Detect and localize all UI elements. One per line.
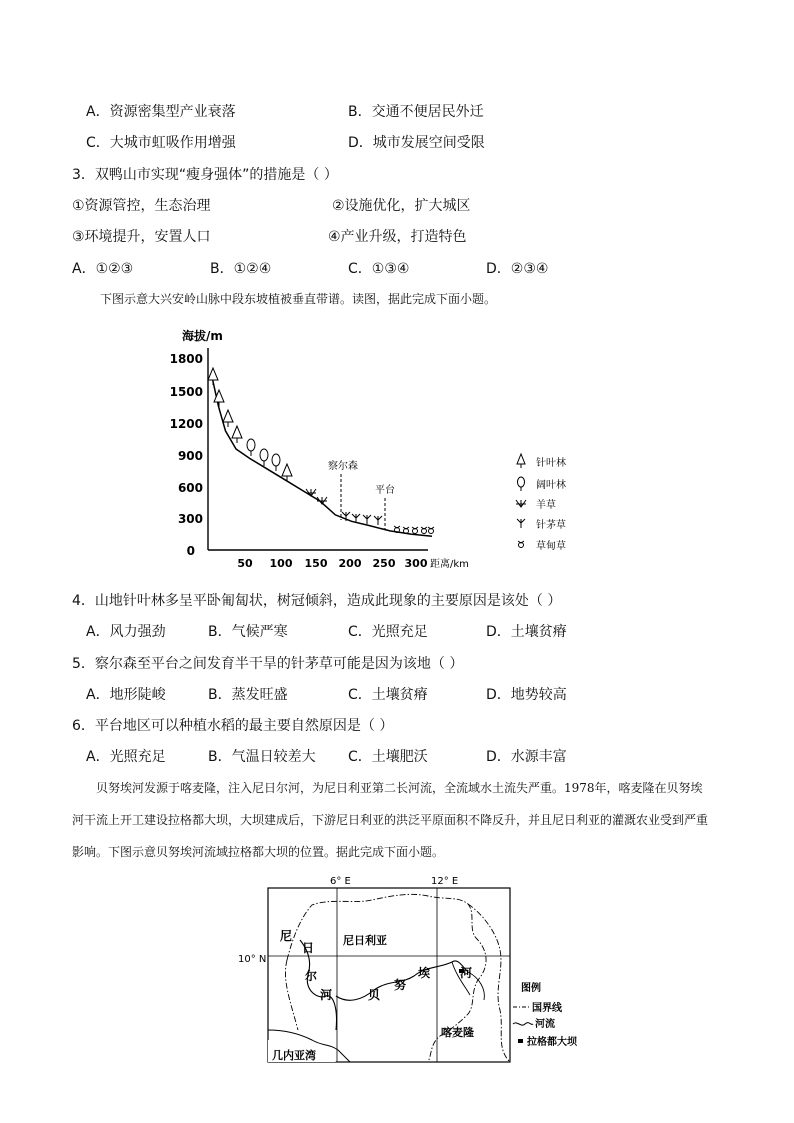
longitude-label-12e: 12° E <box>431 876 459 887</box>
x-tick: 50 <box>237 557 253 570</box>
y-tick: 1200 <box>169 417 203 431</box>
y-tick: 1500 <box>169 385 203 399</box>
y-tick: 300 <box>177 512 203 526</box>
y-tick: 900 <box>177 449 203 463</box>
q6-option-b: B．气温日较差大 <box>208 749 316 765</box>
meadow-grass-icon <box>421 527 427 534</box>
chart-legend <box>516 454 566 552</box>
conifer-icon <box>232 426 242 443</box>
broadleaf-icon <box>518 477 525 491</box>
q3-option-b: B．①②④ <box>210 261 272 277</box>
q6-stem: 6．平台地区可以种植水稻的最主要自然原因是（ ） <box>72 718 394 734</box>
vegetation-zone-chart <box>160 320 600 580</box>
broadleaf-icon <box>247 439 255 456</box>
river-line-icon <box>513 1023 533 1026</box>
map-legend-river: 河流 <box>535 1019 555 1030</box>
q3-option-a: A．①②③ <box>72 261 134 277</box>
chaersen-label: 察尔森 <box>328 461 358 472</box>
q3-item-2: ②设施优化，扩大城区 <box>332 198 471 214</box>
meadow-grass-icon <box>412 527 418 534</box>
broadleaf-icon <box>260 449 268 466</box>
q5-option-b: B．蒸发旺盛 <box>208 687 288 703</box>
latitude-label-10n: 10° N <box>238 954 267 965</box>
longitude-label-6e: 6° E <box>330 876 351 887</box>
needle-grass-icon <box>363 515 371 524</box>
legend-needle-grass: 针茅草 <box>536 520 566 531</box>
y-tick: 600 <box>177 481 203 495</box>
map-legend-border: 国界线 <box>532 1003 562 1014</box>
pingtai-label: 平台 <box>375 485 395 496</box>
q5-option-c: C．土壤贫瘠 <box>348 687 428 703</box>
sheep-grass-icon <box>516 500 526 507</box>
legend-conifer: 针叶林 <box>536 458 566 469</box>
q3-option-d: D．②③④ <box>486 261 549 277</box>
q3-option-c: C．①③④ <box>348 261 410 277</box>
q4-option-d: D．土壤贫瘠 <box>486 624 567 640</box>
map-legend <box>513 981 578 1048</box>
map-label-er: 尔 <box>305 969 318 983</box>
q2-option-d: D．城市发展空间受限 <box>348 135 485 151</box>
nigeria-label: 尼日利亚 <box>343 934 387 947</box>
broadleaf-icon <box>272 454 280 471</box>
y-axis-label: 海拔/m <box>182 329 223 343</box>
q2-option-b: B．交通不便居民外迁 <box>348 104 484 120</box>
q5-option-d: D．地势较高 <box>486 687 567 703</box>
q3-item-3: ③环境提升，安置人口 <box>72 229 211 245</box>
x-tick: 200 <box>338 557 362 570</box>
legend-meadow-grass: 草甸草 <box>536 541 566 552</box>
legend-broadleaf: 阔叶林 <box>536 480 566 491</box>
q2-option-a: A．资源密集型产业衰落 <box>86 104 236 120</box>
needle-grass-icon <box>374 516 382 525</box>
cameroon-label: 喀麦隆 <box>441 1026 474 1039</box>
meadow-grass-icon <box>518 541 524 548</box>
conifer-icon <box>223 410 233 427</box>
map-legend-title: 图例 <box>521 983 541 994</box>
sheep-grass-icon <box>317 497 327 504</box>
q4-option-b: B．气候严寒 <box>208 624 288 640</box>
q3-item-4: ④产业升级，打造特色 <box>328 229 467 245</box>
conifer-icon <box>517 454 525 468</box>
q4-stem: 4．山地针叶林多呈平卧匍匐状，树冠倾斜，造成此现象的主要原因是该处（ ） <box>72 593 562 609</box>
map-label-ni: 尼 <box>280 929 293 943</box>
intro-benue-river: 贝努埃河发源于喀麦隆，注入尼日尔河，为尼日利亚第二长河流，全流域水土流失严重。1978年，喀麦隆在贝努埃河干流上开工建设拉格都大坝，大坝建成后，下游尼日利亚的洪泛平原面积不降反升，并且尼日利亚的灌溉农业受到严重影响。下图示意贝努埃河流域拉格都大坝的位置。据此完成下面小题。 <box>72 781 709 859</box>
q6-option-a: A．光照充足 <box>86 749 166 765</box>
sheep-grass-icon <box>306 489 316 496</box>
q4-option-c: C．光照充足 <box>348 624 428 640</box>
map-label-bei: 贝 <box>368 988 381 1002</box>
q5-stem: 5．察尔森至平台之间发育半干旱的针茅草可能是因为该地（ ） <box>72 656 464 672</box>
map-label-ri: 日 <box>302 941 315 955</box>
map-label-he1: 河 <box>320 988 333 1002</box>
x-axis-label: 距离/km <box>430 559 469 570</box>
dam-legend-icon <box>518 1039 523 1043</box>
meadow-grass-icon <box>428 527 434 534</box>
needle-grass-icon <box>517 519 525 528</box>
y-tick: 1800 <box>169 352 203 366</box>
x-tick: 100 <box>269 557 293 570</box>
x-tick: 300 <box>404 557 428 570</box>
q6-option-c: C．土壤肥沃 <box>348 749 428 765</box>
map-label-ai: 埃 <box>418 966 431 980</box>
elevation-profile-line <box>212 375 433 537</box>
x-tick: 150 <box>304 557 328 570</box>
y-tick: 0 <box>186 544 195 558</box>
intro-vegetation: 下图示意大兴安岭山脉中段东坡植被垂直带谱。读图，据此完成下面小题。 <box>100 292 497 306</box>
map-label-nu: 努 <box>394 978 407 992</box>
q3-item-1: ①资源管控，生态治理 <box>72 198 211 214</box>
q4-option-a: A．风力强劲 <box>86 624 166 640</box>
map-label-he2: 河 <box>460 966 473 980</box>
x-tick: 250 <box>372 557 396 570</box>
benue-basin-map <box>238 872 605 1067</box>
conifer-icon <box>208 368 218 385</box>
meadow-grass-icon <box>403 527 409 534</box>
legend-sheep-grass: 羊草 <box>536 500 556 511</box>
gulf-of-guinea-label: 几内亚湾 <box>272 1049 316 1062</box>
q3-stem: 3．双鸭山市实现“瘦身强体”的措施是（ ） <box>72 167 338 183</box>
q6-option-d: D．水源丰富 <box>486 749 567 765</box>
q5-option-a: A．地形陡峻 <box>86 687 166 703</box>
map-legend-dam: 拉格都大坝 <box>527 1037 577 1048</box>
q2-option-c: C．大城市虹吸作用增强 <box>86 135 236 151</box>
